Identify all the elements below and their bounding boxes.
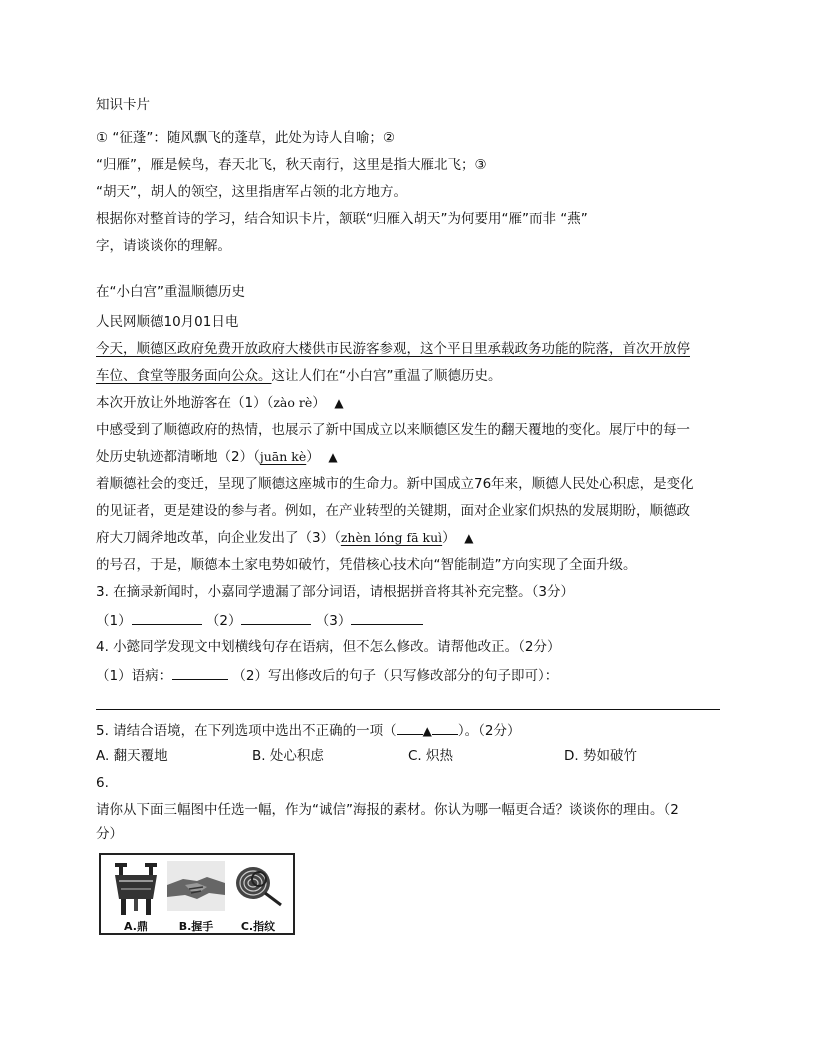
question-6-line-1: 请你从下面三幅图中任选一幅，作为“诚信”海报的素材。你认为哪一幅更合适？谈谈你的理由。（2	[96, 802, 679, 818]
news-text: 处历史轨迹都清晰地（2）（	[96, 449, 260, 465]
image-option-fingerprint[interactable]	[229, 859, 287, 933]
q5-text: 5. 请结合语境，在下列选项中选出不正确的一项（	[96, 723, 397, 739]
triangle-marker: ▲	[328, 450, 338, 464]
option-b[interactable]: B. 处心积虑	[252, 748, 324, 764]
question-4-parts	[96, 665, 558, 685]
news-paragraph-line: 中感受到了顺德政府的热情，也展示了新中国成立以来顺德区发生的翻天覆地的变化。展厅中的每一	[96, 422, 690, 438]
option-d[interactable]: D. 势如破竹	[564, 748, 637, 764]
underlined-text: 车位、食堂等服务面向公众。	[96, 368, 272, 384]
image-label-a: A.鼎	[124, 920, 148, 933]
news-text: 本次开放让外地游客在（1）（	[96, 395, 274, 411]
news-text: ）	[306, 449, 320, 465]
news-text: 这让人们在“小白宫”重温了顺德历史。	[271, 368, 502, 384]
triangle-marker: ▲	[464, 531, 474, 545]
handshake-icon	[167, 859, 225, 919]
blank-label-1: （1）	[96, 613, 132, 629]
fingerprint-icon	[229, 859, 287, 919]
image-option-ding[interactable]	[107, 859, 165, 933]
pinyin-2: juān kè	[259, 449, 307, 464]
news-paragraph-line: 的见证者，更是建设的参与者。例如，在产业转型的关键期，面对企业家们炽热的发展期盼，顺德政	[96, 503, 690, 519]
answer-blank-2[interactable]	[241, 610, 311, 625]
option-c[interactable]: C. 炽热	[408, 748, 454, 764]
triangle-marker: ▲	[422, 724, 432, 738]
option-a[interactable]: A. 翻天覆地	[96, 748, 168, 764]
knowledge-card-title: 知识卡片	[96, 97, 150, 113]
news-underlined-sentence-2	[96, 367, 502, 385]
knowledge-card-item-2: “归雁”，雁是候鸟，春天北飞，秋天南行，这里是指大雁北飞；③	[96, 157, 487, 173]
q4-part-1-label: （1）语病：	[96, 668, 173, 684]
news-paragraph-line: 着顺德社会的变迁，呈现了顺德这座城市的生命力。新中国成立76年来，顺德人民处心积虑，是变化	[96, 476, 694, 492]
news-text: ）	[442, 530, 456, 546]
news-heading: 在“小白宫”重温顺德历史	[96, 284, 245, 300]
question-3: 3. 在摘录新闻时，小嘉同学遗漏了部分词语，请根据拼音将其补充完整。（3分）	[96, 584, 575, 600]
news-blank-2-line	[96, 448, 338, 466]
answer-blank-3[interactable]	[351, 610, 423, 625]
news-text: 府大刀阔斧地改革，向企业发出了（3）（	[96, 530, 341, 546]
poem-question-line-2: 字，请谈谈你的理解。	[96, 238, 231, 254]
question-4: 4. 小懿同学发现文中划横线句存在语病，但不怎么修改。请帮他改正。（2分）	[96, 639, 561, 655]
news-blank-1-line	[96, 394, 344, 412]
q5-blank-right[interactable]	[432, 720, 458, 735]
image-label-b: B.握手	[178, 920, 214, 933]
blank-label-3: （3）	[315, 613, 352, 629]
q4-part-2-label: （2）写出修改后的句子（只写修改部分的句子即可）：	[232, 668, 559, 684]
question-6-number: 6.	[96, 775, 109, 791]
question-6-line-2: 分）	[96, 826, 123, 842]
news-text: ）	[312, 395, 326, 411]
ding-icon	[107, 859, 165, 919]
knowledge-card-item-1: ① “征蓬”：随风飘飞的蓬草，此处为诗人自喻；②	[96, 130, 395, 146]
underlined-text: 今天，顺德区政府免费开放政府大楼供市民游客参观，这个平日里承载政务功能的院落，首次开放停	[96, 341, 690, 357]
news-paragraph-line: 的号召，于是，顺德本土家电势如破竹，凭借核心技术向“智能制造”方向实现了全面升级。	[96, 557, 637, 573]
news-dateline: 人民网顺德10月01日电	[96, 314, 239, 330]
poem-question-line-1: 根据你对整首诗的学习，结合知识卡片，颔联“归雁入胡天”为何要用“雁”而非 “燕”	[96, 211, 588, 227]
news-underlined-sentence-1	[96, 340, 690, 358]
blank-label-2: （2）	[205, 613, 242, 629]
image-option-handshake[interactable]	[167, 859, 225, 933]
knowledge-card-item-3: “胡天”，胡人的领空，这里指唐军占领的北方地方。	[96, 184, 407, 200]
pinyin-1: zào rè	[273, 395, 313, 410]
pinyin-3: zhèn lóng fā kuì	[340, 530, 443, 545]
question-3-blanks	[96, 610, 423, 630]
q5-blank-left[interactable]	[397, 720, 423, 735]
answer-blank-1[interactable]	[132, 610, 202, 625]
question-5	[96, 720, 521, 740]
news-blank-3-line	[96, 529, 473, 547]
triangle-marker: ▲	[334, 396, 344, 410]
error-answer-blank[interactable]	[172, 665, 228, 680]
image-options-panel	[99, 853, 295, 935]
q5-text: ）。（2分）	[457, 723, 521, 739]
image-label-c: C.指纹	[240, 920, 276, 933]
answer-line[interactable]	[96, 709, 720, 710]
